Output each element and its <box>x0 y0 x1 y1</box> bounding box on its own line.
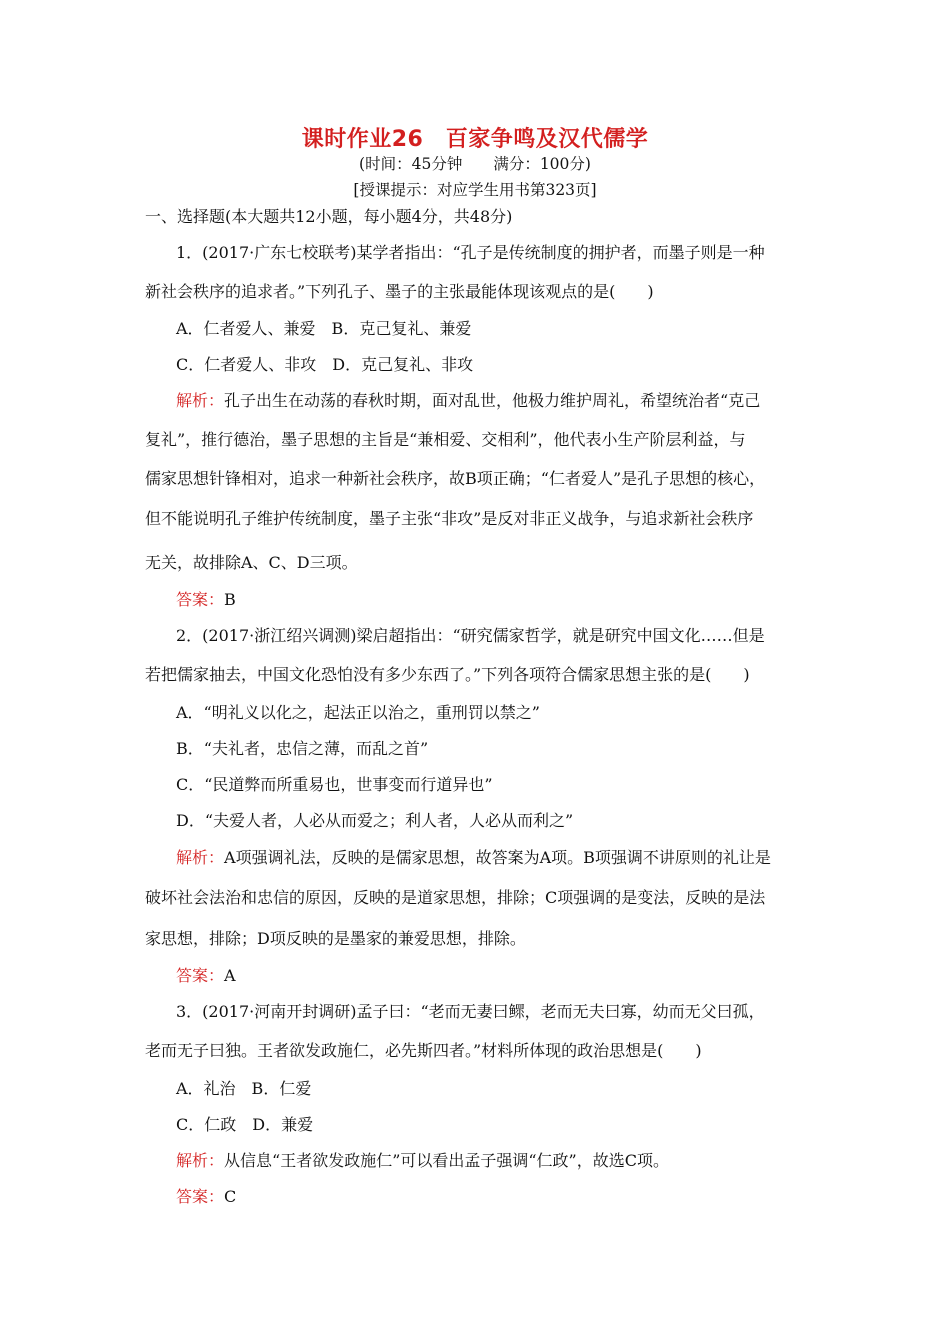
q1-analysis-line-1: 解析：孔子出生在动荡的春秋时期，面对乱世，他极力维护周礼，希望统治者“克己 <box>176 391 761 410</box>
q3-analysis-line-1: 解析：从信息“王者欲发政施仁”可以看出孟子强调“仁政”，故选C项。 <box>176 1151 669 1170</box>
q1-stem-line-1: 1．(2017·广东七校联考)某学者指出：“孔子是传统制度的拥护者，而墨子则是一种 <box>176 243 765 262</box>
q3-options-cd: C．仁政 D．兼爱 <box>176 1115 314 1134</box>
answer-label: 答案： <box>176 966 225 985</box>
analysis-label: 解析： <box>176 1151 225 1170</box>
section-heading: 一、选择题(本大题共12小题，每小题4分，共48分) <box>145 207 513 226</box>
answer-label: 答案： <box>176 1187 225 1206</box>
q1-analysis-line-3: 儒家思想针锋相对，追求一种新社会秩序，故B项正确；“仁者爱人”是孔子思想的核心， <box>145 469 766 488</box>
q2-option-b: B．“夫礼者，忠信之薄，而乱之首” <box>176 739 429 758</box>
q2-answer: 答案：A <box>176 966 236 985</box>
q1-options-ab: A．仁者爱人、兼爱 B．克己复礼、兼爱 <box>176 319 472 338</box>
q1-answer: 答案：B <box>176 590 236 609</box>
q1-analysis-line-4: 但不能说明孔子维护传统制度，墨子主张“非攻”是反对非正义战争，与追求新社会秩序 <box>145 509 754 528</box>
q2-stem-line-1: 2．(2017·浙江绍兴调测)梁启超指出：“研究儒家哲学，就是研究中国文化……但是 <box>176 626 765 645</box>
q3-stem-line-1: 3．(2017·河南开封调研)孟子曰：“老而无妻曰鳏，老而无夫曰寡，幼而无父曰孤， <box>176 1002 765 1021</box>
q3-options-ab: A．礼治 B．仁爱 <box>176 1079 312 1098</box>
q2-analysis-line-1: 解析：A项强调礼法，反映的是儒家思想，故答案为A项。B项强调不讲原则的礼让是 <box>176 848 771 867</box>
answer-label: 答案： <box>176 590 225 609</box>
q3-answer: 答案：C <box>176 1187 237 1206</box>
q2-stem-line-2: 若把儒家抽去，中国文化恐怕没有多少东西了。”下列各项符合儒家思想主张的是( ) <box>145 665 750 684</box>
q2-option-c: C．“民道弊而所重易也，世事变而行道异也” <box>176 775 493 794</box>
q2-option-a: A．“明礼义以化之，起法正以治之，重刑罚以禁之” <box>176 703 540 722</box>
analysis-label: 解析： <box>176 391 225 410</box>
teaching-hint: [授课提示：对应学生用书第323页] <box>353 181 597 199</box>
q1-analysis-line-5: 无关，故排除A、C、D三项。 <box>145 553 358 572</box>
q2-analysis-line-3: 家思想，排除；D项反映的是墨家的兼爱思想，排除。 <box>145 929 526 948</box>
page-title: 课时作业26 百家争鸣及汉代儒学 <box>301 127 649 152</box>
q1-analysis-line-2: 复礼”，推行德治，墨子思想的主旨是“兼相爱、交相利”，他代表小生产阶层利益，与 <box>145 430 746 449</box>
q1-stem-line-2: 新社会秩序的追求者。”下列孔子、墨子的主张最能体现该观点的是( ) <box>145 282 654 301</box>
q2-option-d: D．“夫爱人者，人必从而爱之；利人者，人必从而利之” <box>176 811 574 830</box>
analysis-label: 解析： <box>176 848 225 867</box>
q1-options-cd: C．仁者爱人、非攻 D．克己复礼、非攻 <box>176 355 474 374</box>
q3-stem-line-2: 老而无子曰独。王者欲发政施仁，必先斯四者。”材料所体现的政治思想是( ) <box>145 1041 702 1060</box>
exam-meta: (时间：45分钟 满分：100分) <box>359 155 591 173</box>
q2-analysis-line-2: 破坏社会法治和忠信的原因，反映的是道家思想，排除；C项强调的是变法，反映的是法 <box>145 888 766 907</box>
